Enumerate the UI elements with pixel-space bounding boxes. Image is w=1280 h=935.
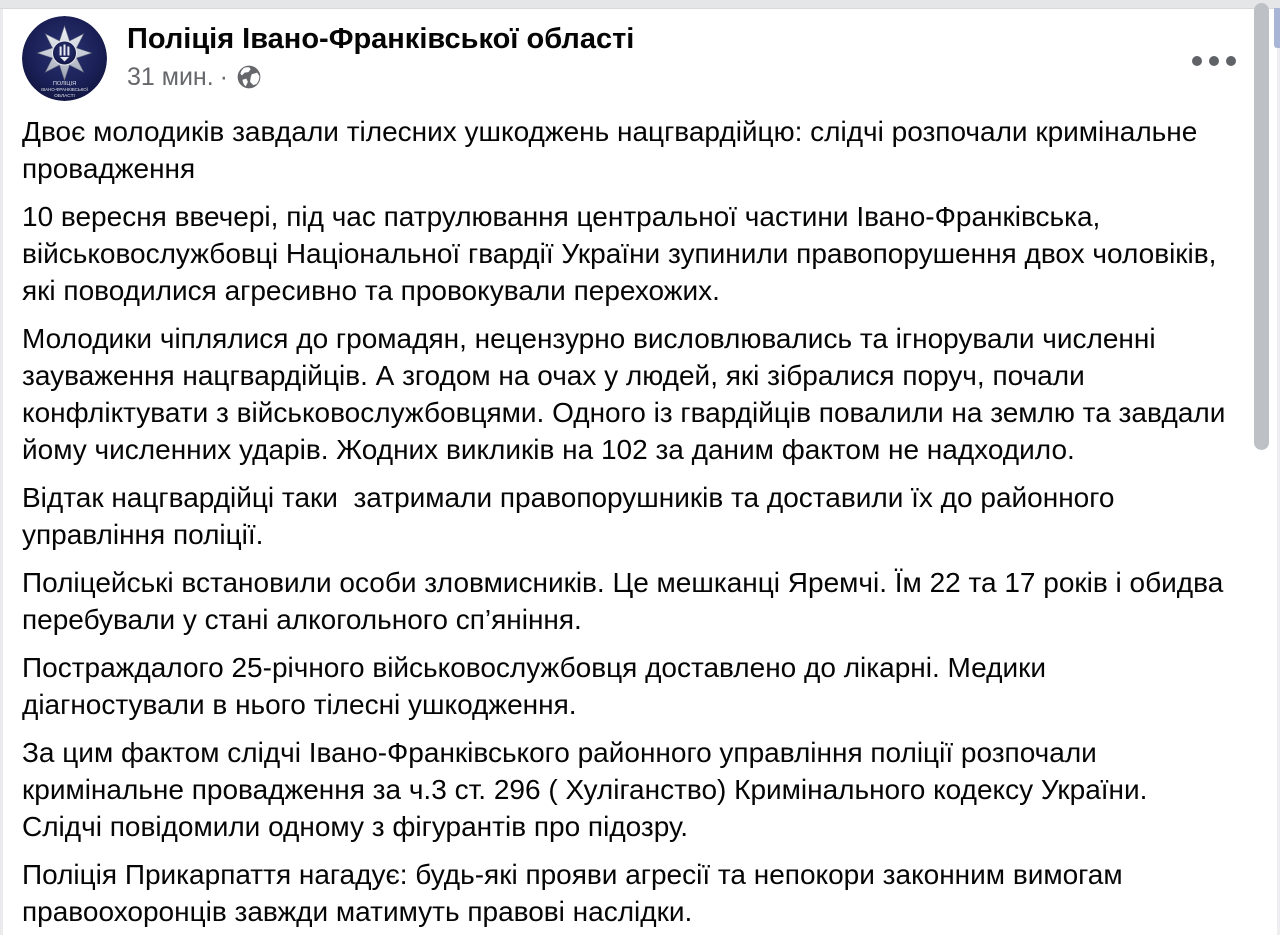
post-paragraph: Молодики чіплялися до громадян, нецензурно висловлювались та ігнорували численні зауваження нацгвардійців. А згодом на очах у людей, які зібралися поруч, почали конфліктувати з військовослужбовцями. Одного із гвардійців повалили на землю та завдали йому численних ударів. Жодних викликів на 102 за даним фактом не надходило. (22, 323, 1234, 465)
post-paragraph: Поліцейські встановили особи зловмисників. Це мешканці Яремчі. Їм 22 та 17 років і обидва перебували у стані алкогольного сп’яніння. (22, 567, 1232, 635)
ellipsis-icon (1226, 56, 1236, 66)
page-name-link[interactable]: Поліція Івано-Франківської області (127, 23, 635, 55)
page-left-edge (0, 9, 3, 935)
ellipsis-icon (1192, 56, 1202, 66)
post-meta (127, 63, 634, 91)
post-header (0, 0, 1280, 107)
globe-icon (236, 64, 262, 90)
post-paragraph: Поліція Прикарпаття нагадує: будь-які прояви агресії та непокори законним вимогам правоохоронців завжди матимуть правові наслідки. (22, 859, 1131, 927)
post-timestamp[interactable]: 31 мин. (127, 63, 214, 91)
svg-text:ПОЛІЦІЯ: ПОЛІЦІЯ (52, 81, 77, 87)
post-paragraph: За цим фактом слідчі Івано-Франківського районного управління поліції розпочали кримінальне провадження за ч.3 ст. 296 ( Хуліганство) Кримінального кодексу України. Слідчі повідомили одному з фігурантів про підозру. (22, 737, 1156, 842)
page-avatar[interactable] (22, 16, 107, 101)
post-paragraph: Двоє молодиків завдали тілесних ушкоджень нацгвардійцю: слідчі розпочали кримінальне провадження (22, 116, 1206, 184)
post-options-button[interactable] (1186, 50, 1242, 72)
ellipsis-icon (1209, 56, 1219, 66)
svg-text:ОБЛАСТІ: ОБЛАСТІ (54, 94, 75, 99)
scrollbar-thumb[interactable] (1254, 3, 1269, 450)
header-text (127, 16, 634, 91)
post-paragraph: Відтак нацгвардійці таки затримали правопорушників та доставили їх до районного управління поліції. (22, 482, 1123, 550)
post-paragraph: Постраждалого 25-річного військовослужбовця доставлено до лікарні. Медики діагностували в нього тілесні ушкодження. (22, 652, 1054, 720)
meta-separator: · (219, 63, 228, 91)
post-paragraph: 10 вересня ввечері, під час патрулювання центральної частини Івано-Франківська, військовослужбовці Національної гвардії України зупинили правопорушення двох чоловіків, які поводилися агресивно та провокували перехожих. (22, 201, 1225, 306)
svg-text:ІВАНО-ФРАНКІВСЬКОЇ: ІВАНО-ФРАНКІВСЬКОЇ (41, 87, 88, 92)
post-body (0, 107, 1280, 930)
